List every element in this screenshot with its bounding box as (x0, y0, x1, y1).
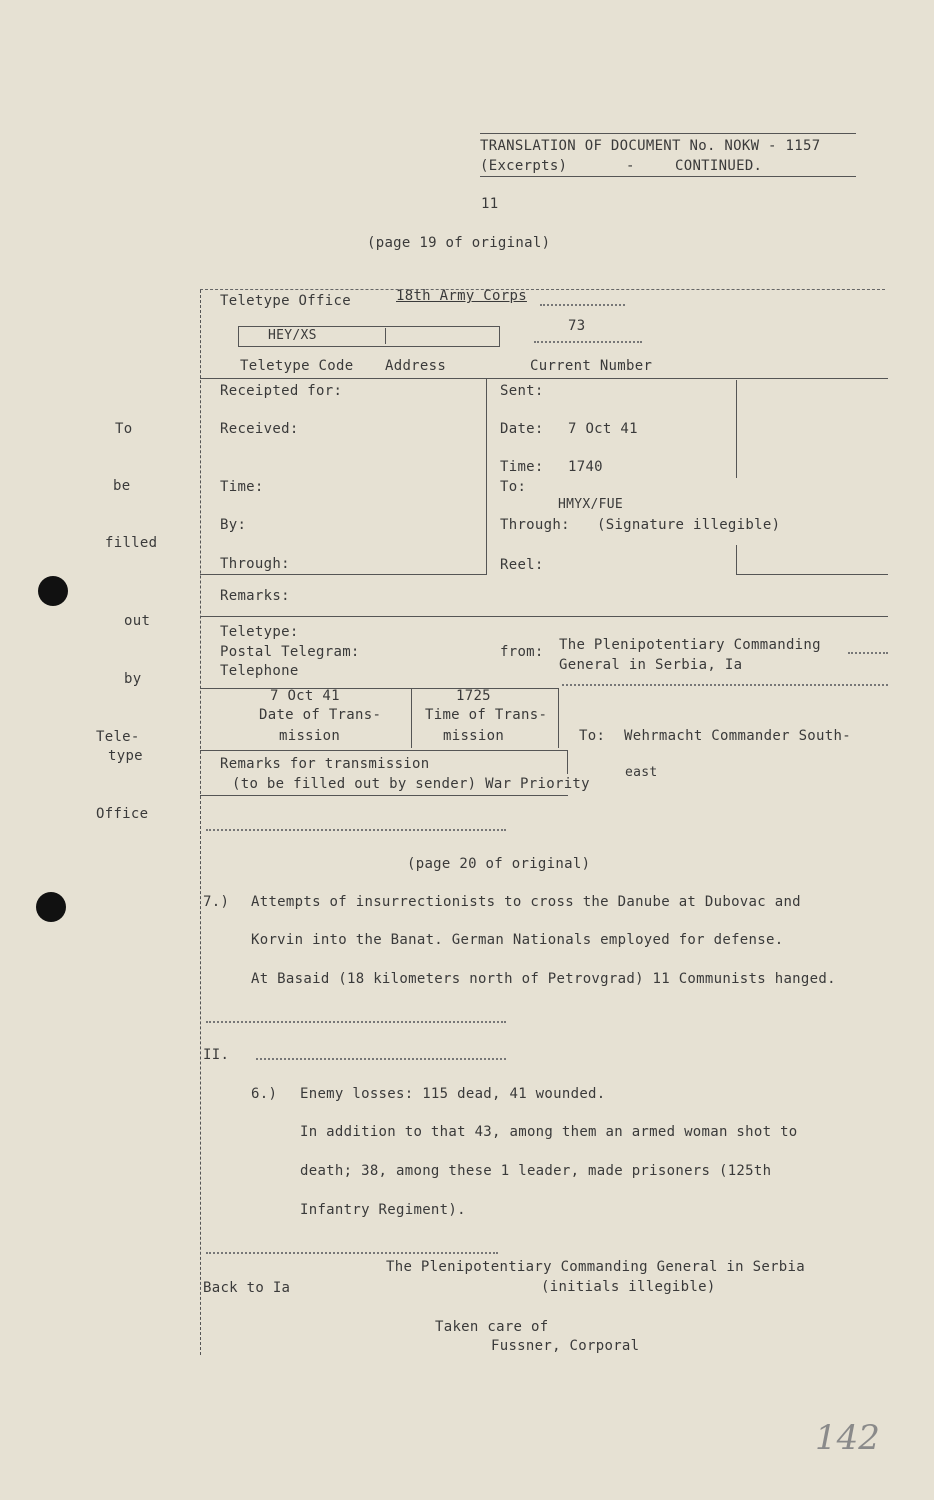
section-II: II. (203, 1047, 230, 1063)
office-dots (540, 304, 625, 306)
doc-title: TRANSLATION OF DOCUMENT No. NOKW - 1157 (480, 138, 821, 154)
item7-line3: At Basaid (18 kilometers north of Petrovgrad) 11 Communists hanged. (251, 971, 836, 987)
teletype-office-value: 18th Army Corps (396, 288, 527, 304)
punch-hole-bottom (36, 892, 66, 922)
date-label: Date: (500, 421, 544, 437)
code-value: HEY/XS (268, 328, 317, 343)
ellipsis-2 (206, 1021, 506, 1023)
from-line2: General in Serbia, Ia (559, 657, 743, 673)
through-value: (Signature illegible) (597, 517, 781, 533)
through-left: Through: (220, 556, 290, 572)
from-dots-2 (562, 684, 888, 686)
side-to: To (115, 421, 133, 437)
reel-rule (736, 574, 888, 575)
time-label: Time: (500, 459, 544, 475)
left-block-bottom (200, 574, 487, 575)
trans-divider-1 (411, 688, 412, 748)
time-left: Time: (220, 479, 264, 495)
current-number-value: 73 (568, 318, 586, 334)
time-value: 1740 (568, 459, 603, 475)
side-by: by (124, 671, 142, 687)
header-rule-top (480, 133, 856, 134)
item7-number: 7.) (203, 894, 230, 910)
ellipsis-1 (206, 829, 506, 831)
side-type: type (108, 748, 143, 764)
number-dots (534, 341, 642, 343)
header-rule-bottom (480, 176, 856, 177)
receipted-for: Receipted for: (220, 383, 343, 399)
trans-date-value: 7 Oct 41 (270, 688, 340, 704)
remarks-box-right (567, 750, 568, 774)
postal-telegram-label: Postal Telegram: (220, 644, 360, 660)
to-label: To: (500, 479, 527, 495)
side-out: out (124, 613, 151, 629)
side-be: be (113, 478, 131, 494)
from-dots-1 (848, 652, 888, 654)
through-label: Through: (500, 517, 570, 533)
from-line1: The Plenipotentiary Commanding (559, 637, 821, 653)
page-ref-20: (page 20 of original) (407, 856, 591, 872)
item6-line3: death; 38, among these 1 leader, made prisoners (125th (300, 1163, 772, 1179)
side-filled: filled (105, 535, 158, 551)
signature-line2: (initials illegible) (541, 1279, 716, 1295)
remarks-transmission-1: Remarks for transmission (220, 756, 430, 772)
doc-continued: CONTINUED. (675, 158, 763, 174)
from-label: from: (500, 644, 544, 660)
trans-time-value: 1725 (456, 688, 491, 704)
trans-date-label-1: Date of Trans- (259, 707, 382, 723)
reel-label: Reel: (500, 557, 544, 573)
to2-continuation: east (625, 765, 658, 780)
taken-care-of: Taken care of (435, 1319, 549, 1335)
rule-378 (200, 378, 888, 379)
handwritten-page-number: 142 (815, 1418, 880, 1458)
rule-795 (200, 795, 568, 796)
received: Received: (220, 421, 299, 437)
corporal-name: Fussner, Corporal (491, 1338, 640, 1354)
signature-line1: The Plenipotentiary Commanding General in Serbia (386, 1259, 805, 1275)
to2-value: Wehrmacht Commander South- (624, 728, 851, 744)
mid-divider (486, 378, 487, 574)
telephone-label: Telephone (220, 663, 299, 679)
item6-line1: Enemy losses: 115 dead, 41 wounded. (300, 1086, 606, 1102)
trans-time-label-2: mission (443, 728, 505, 744)
punch-hole-top (38, 576, 68, 606)
right-divider-upper (736, 380, 737, 478)
address-label: Address (385, 358, 447, 374)
by-label: By: (220, 517, 247, 533)
side-office: Office (96, 806, 149, 822)
trans-divider-2 (558, 688, 559, 748)
doc-dash: - (626, 158, 635, 174)
item7-line1: Attempts of insurrectionists to cross the Danube at Dubovac and (251, 894, 801, 910)
code-label: Teletype Code (240, 358, 354, 374)
trans-date-label-2: mission (279, 728, 341, 744)
right-divider-lower (736, 545, 737, 575)
item6-number: 6.) (251, 1086, 278, 1102)
page-number: 11 (481, 196, 499, 212)
doc-excerpts: (Excerpts) (480, 158, 568, 174)
item6-line4: Infantry Regiment). (300, 1202, 466, 1218)
ellipsis-4 (206, 1252, 498, 1254)
rule-616 (200, 616, 888, 617)
side-tele: Tele- (96, 729, 140, 745)
code-box-divider (385, 328, 386, 344)
trans-time-label-1: Time of Trans- (425, 707, 548, 723)
remarks-transmission-2: (to be filled out by sender) War Priority (232, 776, 590, 792)
rule-750 (200, 750, 568, 751)
to-value: HMYX/FUE (558, 497, 624, 512)
form-top-rule (200, 289, 885, 290)
rule-688 (200, 688, 558, 689)
to2-label: To: (579, 728, 606, 744)
left-margin-rule (200, 290, 201, 1355)
teletype-office-label: Teletype Office (220, 293, 351, 309)
back-to-ia: Back to Ia (203, 1280, 291, 1296)
ellipsis-3 (256, 1058, 506, 1060)
date-value: 7 Oct 41 (568, 421, 638, 437)
page-ref-19: (page 19 of original) (367, 235, 551, 251)
remarks-label: Remarks: (220, 588, 290, 604)
current-number-label: Current Number (530, 358, 653, 374)
sent-label: Sent: (500, 383, 544, 399)
teletype-label: Teletype: (220, 624, 299, 640)
item7-line2: Korvin into the Banat. German Nationals employed for defense. (251, 932, 784, 948)
item6-line2: In addition to that 43, among them an armed woman shot to (300, 1124, 798, 1140)
